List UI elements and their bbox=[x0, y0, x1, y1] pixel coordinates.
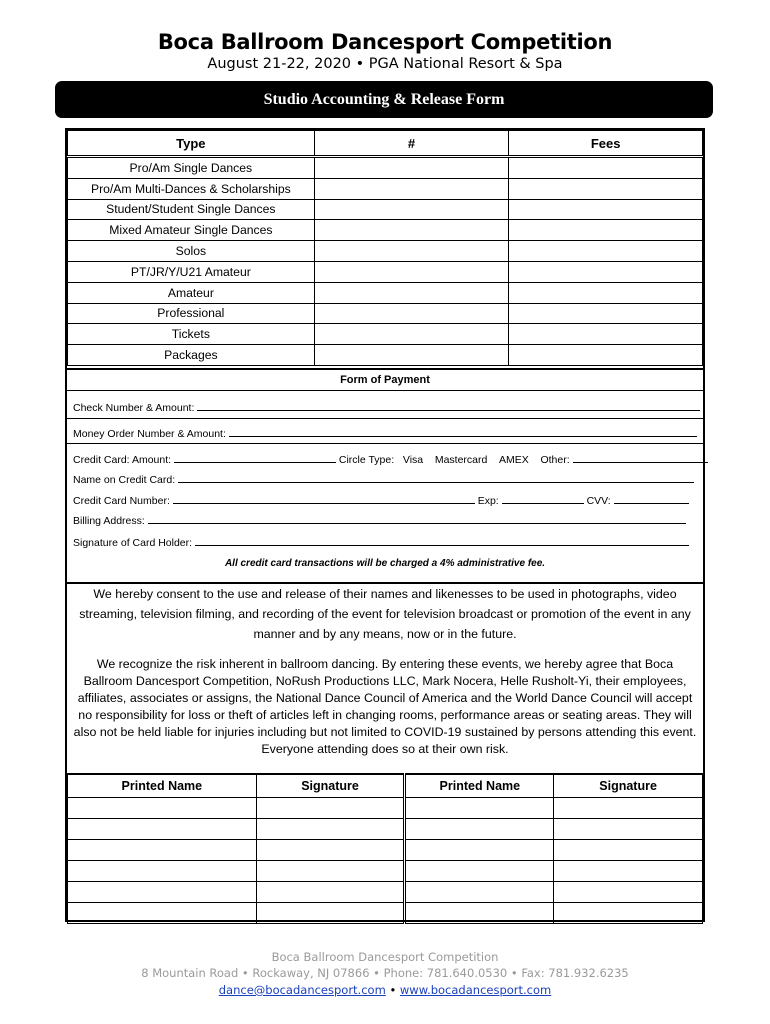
fee-type-label: Packages bbox=[68, 345, 315, 366]
cc-name-line bbox=[73, 472, 697, 486]
col-header-printed-name: Printed Name bbox=[68, 774, 257, 798]
count-cell[interactable] bbox=[314, 220, 509, 241]
cc-amount-label: Credit Card: Amount: bbox=[73, 454, 172, 466]
fee-type-label: Student/Student Single Dances bbox=[68, 199, 315, 220]
billing-line bbox=[73, 513, 697, 527]
count-cell[interactable] bbox=[314, 199, 509, 220]
cc-number-line bbox=[73, 493, 697, 507]
signature-cell[interactable] bbox=[256, 882, 405, 903]
money-order-line bbox=[73, 426, 697, 440]
signature-cell[interactable] bbox=[554, 903, 703, 924]
consent-paragraph: We hereby consent to the use and release of their names and likenesses to be used in photographs, video streaming, television filming, and recording of the event for television broadcast or promotion of the event in any manner and by any means, now or in the future. bbox=[79, 587, 691, 641]
printed-name-cell[interactable] bbox=[405, 861, 554, 882]
cc-fee-note: All credit card transactions will be charged a 4% administrative fee. bbox=[224, 558, 546, 569]
cvv-field[interactable] bbox=[614, 493, 689, 504]
signature-cell[interactable] bbox=[256, 798, 405, 819]
cardholder-signature-line bbox=[73, 535, 697, 549]
fee-cell[interactable] bbox=[509, 324, 703, 345]
signature-cell[interactable] bbox=[554, 861, 703, 882]
fee-cell[interactable] bbox=[509, 199, 703, 220]
payment-section bbox=[67, 368, 703, 584]
cc-name-label: Name on Credit Card: bbox=[73, 474, 176, 486]
cvv-label: CVV: bbox=[586, 495, 611, 507]
liability-paragraph: We recognize the risk inherent in ballroom dancing. By entering these events, we hereby agree that Boca Ballroom Dancesport Competition, NoRush Productions LLC, Mark Nocera, Helle Rusholt-Yi, their employees, affiliates, associates or assigns, the National Dance Council of America and the World Dance Council will accept no responsibility for loss or theft of articles left in changing rooms, performance areas or seating areas. They will also not be held liable for injuries including but not limited to COVID-19 sustained by persons attending this event. Everyone attending does so at their own risk. bbox=[73, 657, 697, 756]
page-title: Boca Ballroom Dancesport Competition bbox=[157, 30, 613, 54]
check-label: Check Number & Amount: bbox=[73, 402, 195, 414]
fee-cell[interactable] bbox=[509, 178, 703, 199]
form-frame bbox=[65, 128, 705, 922]
printed-name-cell[interactable] bbox=[405, 798, 554, 819]
signature-cell[interactable] bbox=[256, 903, 405, 924]
count-cell[interactable] bbox=[314, 178, 509, 199]
card-option-mastercard[interactable]: Mastercard bbox=[434, 454, 488, 466]
card-option-amex[interactable]: AMEX bbox=[499, 454, 529, 466]
billing-field[interactable] bbox=[148, 513, 686, 524]
fee-type-label: Pro/Am Multi-Dances & Scholarships bbox=[68, 178, 315, 199]
printed-name-cell[interactable] bbox=[68, 861, 257, 882]
card-option-other[interactable]: Other: bbox=[540, 454, 570, 466]
footer-separator: • bbox=[389, 983, 397, 997]
printed-name-cell[interactable] bbox=[68, 798, 257, 819]
fee-type-label: Pro/Am Single Dances bbox=[68, 157, 315, 179]
footer-email-link[interactable]: dance@bocadancesport.com bbox=[218, 983, 386, 997]
fee-type-label: Mixed Amateur Single Dances bbox=[68, 220, 315, 241]
fee-type-label: Tickets bbox=[68, 324, 315, 345]
col-header-printed-name: Printed Name bbox=[405, 774, 554, 798]
count-cell[interactable] bbox=[314, 241, 509, 262]
col-header-count: # bbox=[314, 131, 509, 157]
signature-cell[interactable] bbox=[256, 861, 405, 882]
fee-type-label: PT/JR/Y/U21 Amateur bbox=[68, 261, 315, 282]
count-cell[interactable] bbox=[314, 303, 509, 324]
printed-name-cell[interactable] bbox=[405, 819, 554, 840]
signature-cell[interactable] bbox=[554, 819, 703, 840]
count-cell[interactable] bbox=[314, 157, 509, 179]
col-header-fees: Fees bbox=[509, 131, 703, 157]
consent-section bbox=[67, 582, 703, 772]
event-subtitle: August 21-22, 2020 • PGA National Resort & Spa bbox=[207, 56, 563, 72]
cc-amount-field[interactable] bbox=[174, 452, 336, 463]
cardholder-signature-field[interactable] bbox=[195, 535, 689, 546]
fee-cell[interactable] bbox=[509, 261, 703, 282]
footer-org-name: Boca Ballroom Dancesport Competition bbox=[271, 950, 499, 964]
printed-name-cell[interactable] bbox=[405, 840, 554, 861]
fee-type-label: Amateur bbox=[68, 282, 315, 303]
cc-number-label: Credit Card Number: bbox=[73, 495, 170, 507]
fee-cell[interactable] bbox=[509, 220, 703, 241]
check-line bbox=[73, 400, 697, 414]
col-header-signature: Signature bbox=[554, 774, 703, 798]
card-other-field[interactable] bbox=[573, 452, 708, 463]
card-option-visa[interactable]: Visa bbox=[402, 454, 424, 466]
cc-amount-line bbox=[73, 452, 697, 466]
fee-type-label: Solos bbox=[68, 241, 315, 262]
signature-cell[interactable] bbox=[256, 840, 405, 861]
count-cell[interactable] bbox=[314, 324, 509, 345]
fee-cell[interactable] bbox=[509, 157, 703, 179]
signature-cell[interactable] bbox=[554, 840, 703, 861]
circle-type-label: Circle Type: bbox=[338, 454, 395, 466]
cardholder-signature-label: Signature of Card Holder: bbox=[73, 537, 193, 549]
footer-address: 8 Mountain Road • Rockaway, NJ 07866 • Phone: 781.640.0530 • Fax: 781.932.6235 bbox=[141, 966, 629, 980]
cc-name-field[interactable] bbox=[178, 472, 694, 483]
money-order-label: Money Order Number & Amount: bbox=[73, 428, 226, 440]
fees-table bbox=[67, 130, 703, 366]
count-cell[interactable] bbox=[314, 261, 509, 282]
col-header-signature: Signature bbox=[256, 774, 405, 798]
signature-cell[interactable] bbox=[554, 882, 703, 903]
footer-links bbox=[0, 983, 770, 997]
printed-name-cell[interactable] bbox=[68, 903, 257, 924]
col-header-type: Type bbox=[68, 131, 315, 157]
fee-cell[interactable] bbox=[509, 241, 703, 262]
fee-type-label: Professional bbox=[68, 303, 315, 324]
exp-field[interactable] bbox=[502, 493, 584, 504]
printed-name-cell[interactable] bbox=[405, 903, 554, 924]
cc-number-field[interactable] bbox=[173, 493, 475, 504]
fee-cell[interactable] bbox=[509, 303, 703, 324]
form-title-banner: Studio Accounting & Release Form bbox=[55, 81, 713, 118]
signature-cell[interactable] bbox=[256, 819, 405, 840]
count-cell[interactable] bbox=[314, 345, 509, 366]
printed-name-cell[interactable] bbox=[68, 840, 257, 861]
billing-label: Billing Address: bbox=[73, 515, 145, 527]
exp-label: Exp: bbox=[477, 495, 499, 507]
printed-name-cell[interactable] bbox=[68, 882, 257, 903]
printed-name-cell[interactable] bbox=[68, 819, 257, 840]
money-order-field[interactable] bbox=[229, 426, 697, 437]
footer-website-link[interactable]: www.bocadancesport.com bbox=[399, 983, 552, 997]
signature-table bbox=[67, 773, 703, 924]
signature-cell[interactable] bbox=[554, 798, 703, 819]
fee-cell[interactable] bbox=[509, 345, 703, 366]
payment-title: Form of Payment bbox=[67, 370, 703, 391]
printed-name-cell[interactable] bbox=[405, 882, 554, 903]
fee-cell[interactable] bbox=[509, 282, 703, 303]
check-field[interactable] bbox=[197, 400, 700, 411]
count-cell[interactable] bbox=[314, 282, 509, 303]
